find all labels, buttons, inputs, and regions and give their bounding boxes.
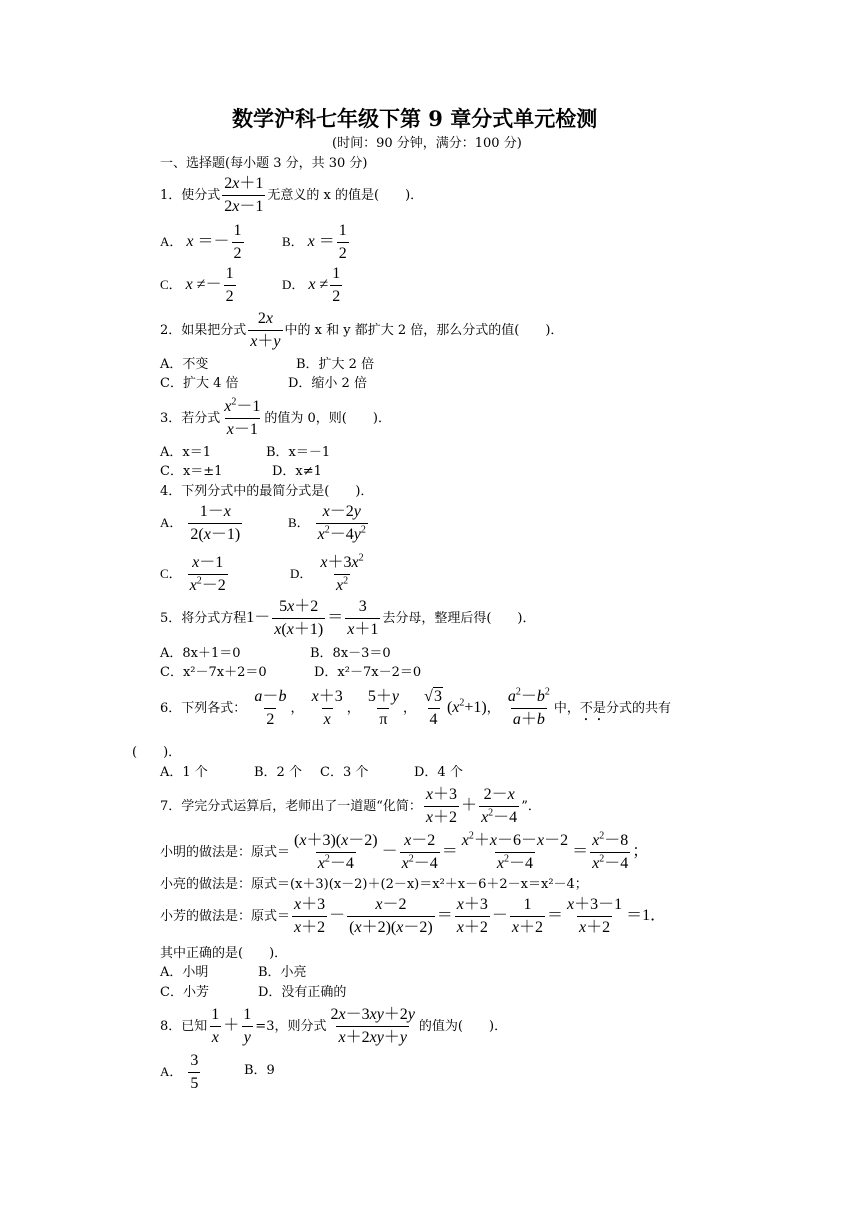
q5-stem-start: 5．将分式方程 [160,611,247,626]
q3-option-b: B．x＝－1 [266,445,331,460]
section-heading: 一、选择题(每小题 3 分，共 30 分) [160,156,368,171]
q7-xiaoliang-solution: 小亮的做法是：原式＝(x＋3)(x－2)＋(2－x)＝x²＋x－6＋2－x＝x²－4； [160,877,588,892]
q3-option-a: A．x＝1 [160,445,211,460]
q1-option-a: A． x ＝－ $\frac{1}{2}$ [160,222,242,262]
q4-option-b: B． $\frac{x-2y}{x^2-4y^2}$ [288,503,366,543]
question-8: 8．已知 $\frac{1}{x}$ ＋ $\frac{1}{y}$ =3，则分式 $\frac{2x-3xy+2y}{x+2xy+y}$ 的值为( )． [160,1006,508,1046]
q7-xiaofang-solution: 小芳的做法是：原式＝ $\frac{x+3}{x+2}$ － $\frac{x-2}{(x+2)(x-2)}$ ＝ $\frac{x+3}{x+2}$ － $\frac{1}{x+2}$ ＝ $\frac{x+3-1}{x+2}$ ＝1． [160,896,667,936]
q5-option-a: A．8x＋1＝0 [160,646,241,661]
q6-expr-3: $\frac{5+y}{\pi}$ [367,688,399,728]
q2-option-b: B．扩大 2 倍 [296,357,375,372]
q7-option-b: B．小亮 [258,965,307,980]
question-5: 5．将分式方程1－ $\frac{5x+2}{x(x+1)}$ ＝ $\frac{3}{x+1}$ 去分母，整理后得( )． [160,598,536,638]
q6-emphasis: 不是 [579,701,606,716]
q6-option-b: B．2 个 [254,765,302,780]
q6-answer-paren: ( )． [132,745,182,760]
q3-option-d: D．x≠1 [272,464,322,479]
q7-option-a: A．小明 [160,965,209,980]
q6-expr-1: $\frac{a-b}{2}$ [254,688,287,728]
page-title: 数学沪科七年级下第 9 章分式单元检测 [232,106,598,131]
q1-fraction: $\frac{2x+1}{2x-1}$ [224,175,264,215]
q7-option-c: C．小芳 [160,985,209,1000]
q3-stem-start: 3．若分式 [160,411,221,426]
q5-fraction-left: $\frac{5x+2}{x(x+1)}$ [274,598,324,638]
q5-option-c: C．x²－7x＋2＝0 [160,665,267,680]
q1-d-label: D． [282,277,305,293]
question-4: 4．下列分式中的最简分式是( )． [160,484,374,499]
q6-sep-3: ， [403,701,417,716]
q8-fraction: $\frac{2x-3xy+2y}{x+2xy+y}$ [330,1006,415,1046]
q6-expr-5: $\frac{a^2-b^2}{a+b}$ [507,686,550,728]
q2-option-c: C．扩大 4 倍 [160,376,239,391]
q3-option-c: C．x＝±1 [160,464,223,479]
q1-stem-start: 1．使分式 [160,188,221,203]
q4-c-label: C． [160,566,182,582]
q7-stem-start: 7．学完分式运算后，老师出了一道题“化简： [160,799,422,814]
q4-option-d: D． $\frac{x+3x^2}{x^2}$ [290,552,364,594]
q7-option-d: D．没有正确的 [258,985,347,1000]
page-subtitle: (时间：90 分钟，满分：100 分) [332,136,522,151]
q8-stem-end: 的值为( )． [418,1019,508,1034]
q1-option-c: C． x ≠－ $\frac{1}{2}$ [160,265,234,305]
question-6: 6．下列各式： $\frac{a-b}{2}$ ， $\frac{x+3}{x}$ ， $\frac{5+y}{\pi}$ ， $\frac{√3}{4}$ $(x^2+1)$， $\frac{a^2-b^2}{a+b}$ 中，不是分式的共有 [160,686,671,728]
q5-fraction-right: $\frac{3}{x+1}$ [347,598,379,638]
q2-option-d: D．缩小 2 倍 [288,376,367,391]
q4-a-label: A． [160,515,183,531]
q8-stem-start: 8．已知 [160,1019,208,1034]
q6-option-d: D．4 个 [414,765,463,780]
q1-c-label: C． [160,277,182,293]
q7-stem-end: ”． [521,799,541,814]
q6-option-c: C．3 个 [320,765,369,780]
q3-fraction: $\frac{x^2-1}{x-1}$ [224,396,261,438]
q6-option-a: A．1 个 [160,765,208,780]
q5-option-b: B．8x－3＝0 [310,646,391,661]
q6-sep-2: ， [346,701,360,716]
q7-fraction-2: $\frac{2-x}{x^2-4}$ [481,786,518,826]
q6-sep-1: ， [290,701,304,716]
q8-option-a: A． $\frac{3}{5}$ [160,1052,199,1092]
q6-expr-2: $\frac{x+3}{x}$ [311,688,343,728]
question-1 [160,175,423,216]
q6-sep-4: ， [486,701,500,716]
q6-stem-start: 6．下列各式： [160,701,247,716]
q6-stem-mid: 中， [553,701,580,716]
question-7: 7．学完分式运算后，老师出了一道题“化简： $\frac{x+3}{x+2}$ ＋ $\frac{2-x}{x^2-4}$ ”． [160,786,541,826]
q3-stem-end: 的值为 0，则( )． [264,411,391,426]
q2-fraction: $\frac{2x}{x+y}$ [250,310,281,350]
question-2 [160,310,563,351]
q7-fraction-1: $\frac{x+3}{x+2}$ [425,786,458,826]
q4-option-c: C． $\frac{x-1}{x^2-2}$ [160,554,226,594]
q7-ask: 其中正确的是( )． [160,946,288,961]
q4-d-label: D． [290,566,313,582]
q1-stem-end: 无意义的 x 的值是( )． [267,188,424,203]
q1-option-b: B． x ＝ $\frac{1}{2}$ [282,222,347,262]
q8-a-label: A． [160,1064,183,1080]
q8-option-b: B．9 [244,1063,275,1078]
q2-option-a: A．不变 [160,357,209,372]
q7-xiaoming-solution: 小明的做法是：原式＝ $\frac{(x+3)(x-2)}{x^2-4}$ － $\frac{x-2}{x^2-4}$ ＝ $\frac{x^2+x-6-x-2}{x^2-4}$ ＝ $\frac{x^2-8}{x^2-4}$ ； [160,830,649,872]
q8-stem-mid: =3，则分式 [255,1019,327,1034]
q6-stem-end: 分式的共有 [605,701,671,716]
q7-xiaoming-label: 小明的做法是：原式＝ [160,845,291,860]
q6-expr-4: $\frac{√3}{4}$ [424,688,442,728]
q4-option-a: A． $\frac{1-x}{2(x-1)}$ [160,503,241,543]
q1-option-d: D． x ≠ $\frac{1}{2}$ [282,265,341,305]
q5-option-d: D．x²－7x－2＝0 [314,665,422,680]
q2-stem-end: 中的 x 和 y 都扩大 2 倍，那么分式的值( )． [284,323,564,338]
q5-stem-end: 去分母，整理后得( )． [382,611,536,626]
q2-stem-start: 2．如果把分式 [160,323,247,338]
q1-b-label: B． [282,234,304,250]
question-3 [160,398,391,439]
q4-b-label: B． [288,515,310,531]
q1-a-label: A． [160,234,183,250]
q7-xiaofang-label: 小芳的做法是：原式＝ [160,909,291,924]
